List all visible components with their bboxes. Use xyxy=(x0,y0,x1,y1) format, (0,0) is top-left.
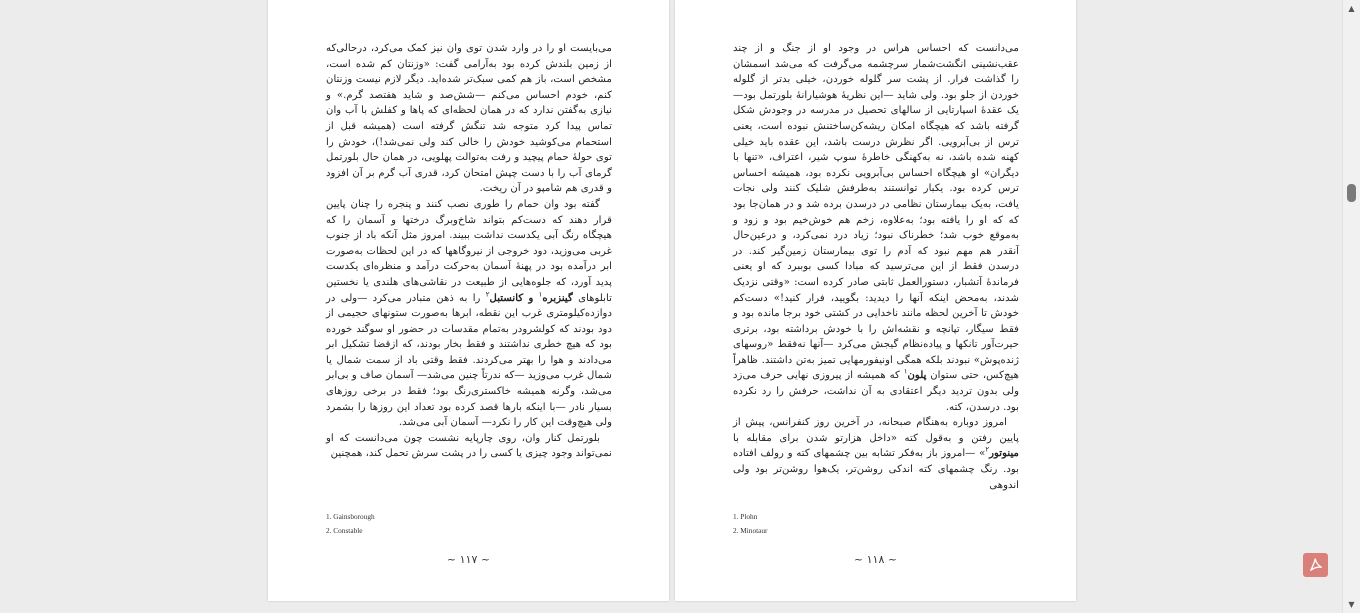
name-gainsborough: گینزبره xyxy=(542,291,573,304)
page-number: ~ ۱۱۸ ~ xyxy=(853,553,898,566)
page-117-body xyxy=(326,41,612,462)
paragraph: گفته بود وان حمام را طوری نصب کنند و پنجره را چنان پایین قرار دهند که دست‌کم بتواند شاخ‌وبرگ درختها و آسمان را که هیچگاه رنگ آبی یکدست نداشت ببیند. امروز مثل آنکه باد از جنوب غربی می‌وزید، دود خروجی از نیروگاهها که در این لحظات به‌صورت ابر درآمده بود در پهنهٔ آسمان به‌حرکت درآمد و منظره‌ای یکدست پدید آورد، که جلوه‌هایی از طبیعت در نقاشی‌های هلندی یا نخستین تابلوهای گینزبره$^۱$ و کانستبل$^۲$ را به ذهن متبادر می‌کرد —ولی در دوازده‌کیلومتری غرب این نقطه، ابرها به‌صورت ستونهای حجیمی از دود بودند که کولشرودر به‌تمام مقدسات در حضور او سوگند خورده بود که هیچ خطری نداشتند و فقط بخار بودند، که ازقضا تشکیل ابر می‌دادند و هوا را بهتر می‌کردند. فقط وقتی باد از سمت شمال یا شمال غرب می‌وزید —که ندرتاً چنین می‌شد— آسمان صاف و بی‌ابر می‌شد، وگرنه همیشه خاکستری‌رنگ بود؛ فقط در برخی روزهای بسیار نادر —با اینکه بارها قصد کرده بود تعداد این روزها را بشمرد ولی هیچ‌وقت این کار را نکرد— آسمان آبی می‌شد. xyxy=(326,198,612,429)
footnote: 2. Minotaur xyxy=(733,525,768,535)
page-118-body xyxy=(733,41,1019,493)
footnotes xyxy=(326,510,375,537)
name-plohn: پلون xyxy=(907,369,927,382)
page-number: ~ ۱۱۷ ~ xyxy=(446,553,491,566)
footnote: 1. Plohn xyxy=(733,512,758,521)
paragraph: بلورتمل کنار وان، روی چارپایه نشست چون می‌دانست که او نمی‌تواند وجود چیزی یا کسی را در پشت سرش تحمل کند، همچنین xyxy=(326,432,612,460)
name-minotaur: مینوتور xyxy=(989,447,1019,460)
scroll-down-icon[interactable]: ▼ xyxy=(1348,600,1355,609)
vertical-scrollbar[interactable] xyxy=(1342,0,1360,613)
footnote: 2. Constable xyxy=(326,525,363,535)
paragraph: می‌بایست او را در وارد شدن توی وان نیز کمک می‌کرد، درحالی‌که از زمین بلندش کرده بود به‌آرامی گفت: «وزنتان کم شده است، مشخص است، باز هم کمی سبک‌تر شده‌اید. دیگر لازم نیست وزنتان کنم، خودم احساس می‌کنم —شش‌صد و شاید هفتصد گرم.» و نیازی به‌گفتن ندارد که در همان لحظه‌ای که پاها و کفلش با آب وان تماس پیدا کرد متوجه شد تنگش گرفته است (همیشه قبل از استحمام می‌کوشید خودش را خالی کند ولی نمی‌شد!)، خودش را توی حولهٔ حمام پیچید و رفت به‌توالت پهلویی، در همان حال بلورتمل گرمای آب را با دست چپش امتحان کرد، قدری آب گرم بر آن افزود و قدری هم شامپو در آن ریخت. xyxy=(326,43,612,195)
page-118 xyxy=(675,0,1076,601)
scroll-up-icon[interactable]: ▲ xyxy=(1348,4,1355,13)
scroll-thumb[interactable] xyxy=(1347,184,1356,202)
paragraph: امروز دوباره به‌هنگام صبحانه، در آخرین روز کنفرانس، پیش از پایین رفتن و به‌قول کته «داخل هزارتو شدن برای مقابله با مینوتور$^۲$» —امروز باز به‌فکر تشابه بین چشمهای کته و رولف افتاده بود. رنگ چشمهای کته اندکی روشن‌تر، یک‌هوا روشن‌تر بود ولی اندوهی xyxy=(733,417,1019,491)
pdf-button[interactable] xyxy=(1303,553,1328,577)
name-constable: کانستبل xyxy=(489,291,524,304)
page-117 xyxy=(268,0,669,601)
name-and: و xyxy=(528,291,534,304)
paragraph: می‌دانست که احساس هراس در وجود او از جنگ و از چند عقب‌نشینی انگشت‌شمار سرچشمه می‌گرفت که می‌شد اسمشان را گذاشت فرار. از پشت سر گلوله خوردن، خیلی بدتر از گلوله خوردن از جلو بود. ولی شاید —این نظریهٔ هوشیارانهٔ بلورتمل بود— یک عقدهٔ اسپارتایی از سالهای تحصیل در مدرسه در وجودش شکل گرفته باشد که هیچگاه امکان ریشه‌کن‌ساختنش نبوده است، یعنی ترس از بی‌آبرویی. اگر نظرش درست باشد، این عقده باید خیلی کهنه شده باشد، نه به‌کهنگی خاطرهٔ سوپ شیر، اعتراف، «تنها با دیگران» او هیچگاه احساس بی‌آبرویی نکرده بود، همیشه احساس ترس کرده بود. یکبار توانستند به‌طرفش شلیک کنند ولی نجات یافت، به‌یک بیمارستان نظامی در درسدن برده شد و در همان‌جا بود که که او را یافته بود؛ به‌علاوه، زخم هم خوش‌خیم بود و زود و به‌موقع خوب شد؛ خطرناک نبود؛ زیاد درد نمی‌کرد، و درعین‌حال آنقدر هم مهم نبود که آدم را توی بیمارستان زمین‌گیر کند. در درسدن فقط از این می‌ترسید که مبادا کسی بوببرد که او یعنی فرماندهٔ آتشبار، دستورالعمل ثابتی صادر کرده است: «وقتی نزدیک شدند، به‌محض اینکه آنها را دیدید: بگویید، فرار کنید!» دست‌کم خودش تا آخرین لحظه مانند ناخدایی در کشتی خود برجا مانده بود و فقط سیگار، تپانچه و نقشه‌اش را با خودش برداشته بود، برتری حیرت‌آور تانکها و پیاده‌نظام گیجش می‌کرد —آنها نه‌فقط «روسهای ژنده‌پوش» نبودند بلکه همگی اونیفورمهایی تمیز به‌تن داشتند. ظاهراً هیچ‌کس، حتی ستوان پلون$^۱$ که همیشه از پیروزی نهایی حرف می‌زد ولی بدون تردید دیگر اعتقادی به آن نداشت، حرفش را رد نکرده بود. درسدن، کته. xyxy=(733,43,1019,413)
footnote: 1. Gainsborough xyxy=(326,512,375,521)
pdf-icon xyxy=(1307,556,1325,574)
footnotes xyxy=(733,510,767,537)
